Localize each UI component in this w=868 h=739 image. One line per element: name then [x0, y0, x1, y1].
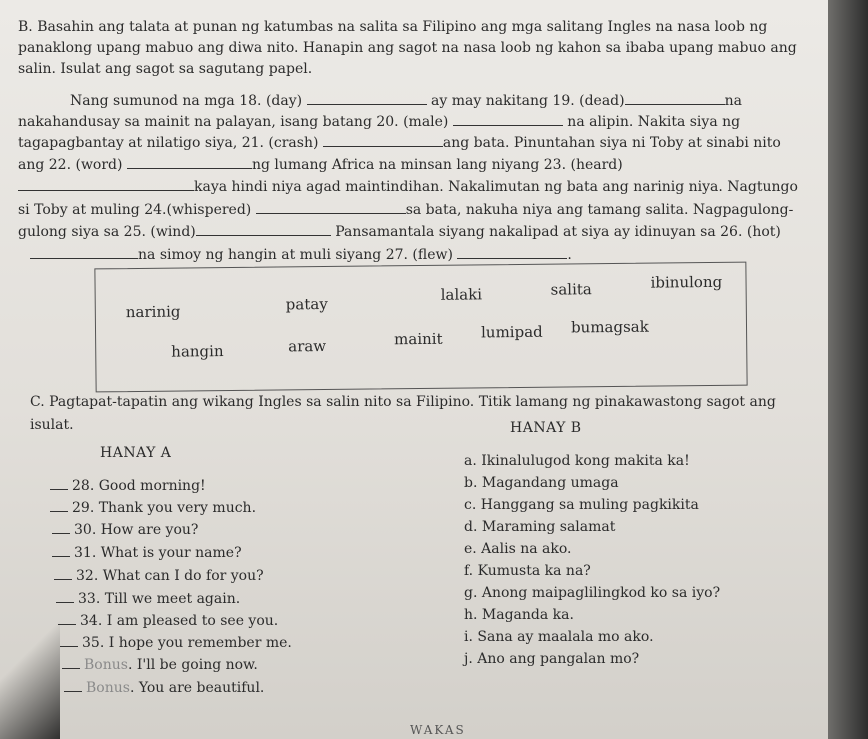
- word-choice: patay: [285, 294, 328, 314]
- item-text: 35. I hope you remember me.: [82, 635, 292, 651]
- paragraph-text: ang bata. Pinuntahan siya ni Toby at sinabi nito: [442, 135, 781, 151]
- matching-item-30: [52, 522, 198, 538]
- matching-item-28: [50, 478, 206, 494]
- matching-item-bonus-1: [62, 657, 258, 673]
- answer-blank-bonus-2[interactable]: [64, 681, 82, 692]
- paragraph-line-8: [30, 246, 572, 264]
- answer-blank-31[interactable]: [52, 546, 70, 557]
- bonus-label: Bonus: [84, 657, 128, 673]
- choice-j: j. Ano ang pangalan mo?: [464, 651, 640, 667]
- matching-item-34: [58, 613, 278, 629]
- word-choice: mainit: [394, 329, 443, 349]
- choice-f: f. Kumusta ka na?: [464, 563, 591, 579]
- choice-h: h. Maganda ka.: [464, 607, 574, 623]
- item-text: . I'll be going now.: [127, 657, 258, 673]
- paragraph-text: gulong siya sa 25. (wind): [18, 224, 196, 240]
- choice-d: d. Maraming salamat: [464, 519, 616, 535]
- answer-blank-35[interactable]: [60, 636, 78, 647]
- item-text: 28. Good morning!: [72, 478, 206, 494]
- section-c-intro-line-2: isulat.: [30, 417, 74, 433]
- item-text: . You are beautiful.: [129, 680, 265, 696]
- answer-blank-28[interactable]: [50, 479, 68, 490]
- choice-c: c. Hanggang sa muling pagkikita: [464, 497, 699, 513]
- answer-blank-21[interactable]: [323, 134, 443, 147]
- page-shadow: [0, 600, 60, 739]
- answer-blank-18[interactable]: [307, 92, 427, 105]
- word-choices-box: [94, 262, 747, 393]
- matching-item-bonus-2: [64, 680, 264, 696]
- choice-i: i. Sana ay maalala mo ako.: [464, 629, 654, 645]
- answer-blank-26[interactable]: [30, 246, 138, 259]
- section-b-intro-line-3: salin. Isulat ang sagot sa sagutang papel.: [18, 61, 313, 77]
- paragraph-text: tagapagbantay at nilatigo siya, 21. (crash): [18, 135, 319, 151]
- answer-blank-32[interactable]: [54, 569, 72, 580]
- answer-blank-29[interactable]: [50, 501, 68, 512]
- section-c-intro-line-1: C. Pagtapat-tapatin ang wikang Ingles sa salin nito sa Filipino. Titik lamang ng pinakawastong sagot ang: [30, 394, 776, 410]
- paragraph-line-2: [18, 113, 740, 131]
- answer-blank-19[interactable]: [625, 92, 725, 105]
- matching-item-31: [52, 545, 242, 561]
- paragraph-line-3: [18, 134, 781, 152]
- answer-blank-20[interactable]: [453, 113, 563, 126]
- choice-b: b. Magandang umaga: [464, 475, 619, 491]
- paragraph-text: na alipin. Nakita siya ng: [567, 114, 741, 130]
- section-b-intro-line-2: panaklong upang mabuo ang diwa nito. Hanapin ang sagot na nasa loob ng kahon sa ibaba upang mabuo ang: [18, 40, 797, 56]
- choice-e: e. Aalis na ako.: [464, 541, 572, 557]
- paragraph-text: Pansamantala siyang nakalipad at siya ay idinuyan sa 26. (hot): [335, 224, 781, 240]
- paragraph-text: .: [567, 247, 572, 263]
- paragraph-text: ang 22. (word): [18, 157, 123, 173]
- answer-blank-34[interactable]: [58, 614, 76, 625]
- footer-end-label: WAKAS: [410, 723, 466, 737]
- paragraph-text: ng lumang Africa na minsan lang niyang 23. (heard): [251, 157, 623, 173]
- paragraph-text: nakahandusay sa mainit na palayan, isang batang 20. (male): [18, 114, 449, 130]
- item-text: 34. I am pleased to see you.: [80, 613, 279, 629]
- paragraph-text: kaya hindi niya agad maintindihan. Nakalimutan ng bata ang narinig niya. Nagtungo: [194, 179, 798, 195]
- paragraph-text: si Toby at muling 24.(whispered): [18, 202, 252, 218]
- paragraph-text: na simoy ng hangin at muli siyang 27. (flew): [138, 247, 453, 263]
- word-choice: lumipad: [480, 322, 543, 342]
- answer-blank-30[interactable]: [52, 523, 70, 534]
- word-choice: ibinulong: [650, 272, 723, 292]
- word-choice: araw: [288, 336, 327, 356]
- choice-g: g. Anong maipaglilingkod ko sa iyo?: [464, 585, 721, 601]
- answer-blank-24[interactable]: [256, 201, 406, 214]
- matching-item-35: [60, 635, 292, 651]
- item-text: 33. Till we meet again.: [78, 591, 241, 607]
- answer-blank-27[interactable]: [457, 246, 567, 259]
- word-choice: narinig: [125, 302, 181, 322]
- bonus-label: Bonus: [86, 680, 130, 696]
- item-text: 30. How are you?: [74, 522, 199, 538]
- paragraph-line-1: [70, 92, 742, 110]
- hanay-b-heading: HANAY B: [510, 420, 582, 436]
- item-text: 29. Thank you very much.: [72, 500, 257, 516]
- paragraph-text: Nang sumunod na mga 18. (day): [70, 93, 303, 109]
- paragraph-text: na: [724, 93, 742, 109]
- answer-blank-22[interactable]: [127, 156, 252, 169]
- matching-item-29: [50, 500, 256, 516]
- word-choice: bumagsak: [570, 317, 649, 337]
- answer-blank-23[interactable]: [18, 178, 194, 191]
- paragraph-line-5: [18, 178, 798, 196]
- choice-a: a. Ikinalulugod kong makita ka!: [464, 453, 690, 469]
- paragraph-line-4: [18, 156, 623, 174]
- word-choice: lalaki: [440, 285, 483, 304]
- page-edge-shadow: [828, 0, 868, 739]
- paragraph-text: ay may nakitang 19. (dead): [431, 93, 625, 109]
- paragraph-text: sa bata, nakuha niya ang tamang salita. Nagpagulong-: [405, 202, 794, 218]
- section-b-intro-line-1: B. Basahin ang talata at punan ng katumbas na salita sa Filipino ang mga salitang Ingles na nasa loob ng: [18, 19, 768, 35]
- paragraph-line-7: [18, 223, 781, 241]
- hanay-a-heading: HANAY A: [100, 445, 172, 461]
- answer-blank-25[interactable]: [196, 223, 331, 236]
- word-choice: salita: [550, 280, 592, 299]
- matching-item-32: [54, 568, 264, 584]
- item-text: 32. What can I do for you?: [76, 568, 264, 584]
- paragraph-line-6: [18, 201, 793, 219]
- answer-blank-bonus-1[interactable]: [62, 658, 80, 669]
- item-text: 31. What is your name?: [74, 545, 242, 561]
- word-choice: hangin: [171, 342, 224, 361]
- matching-item-33: [56, 591, 240, 607]
